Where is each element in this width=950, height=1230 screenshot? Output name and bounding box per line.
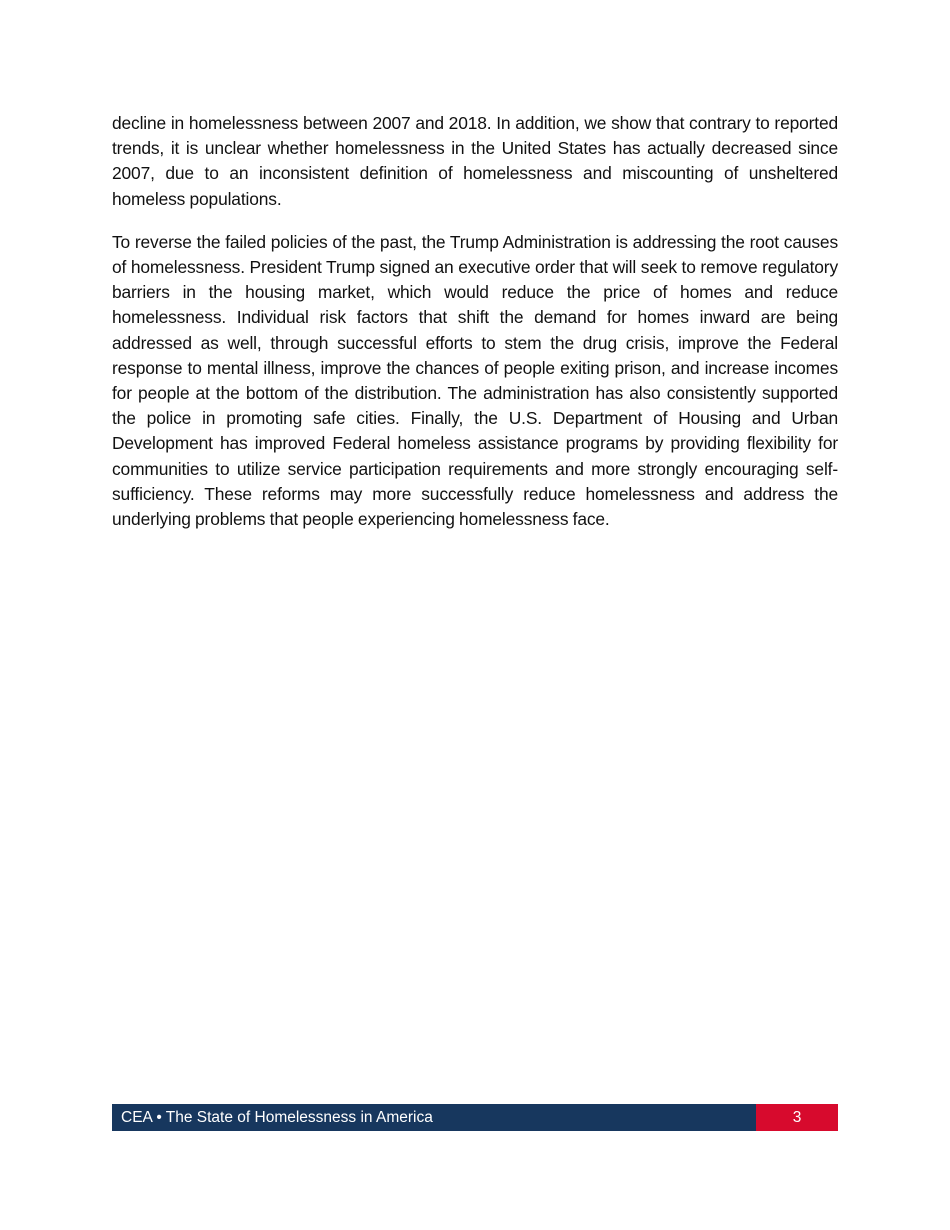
page-number: 3 [756,1104,838,1131]
footer-title: CEA • The State of Homelessness in America [112,1104,756,1131]
document-body [112,111,838,550]
body-paragraph: decline in homelessness between 2007 and 2018. In addition, we show that contrary to reported trends, it is unclear whether homelessness in the United States has actually decreased since 2007, due to an inconsistent definition of homelessness and miscounting of unsheltered homeless populations. [112,113,838,209]
page-footer [112,1104,838,1131]
body-paragraph: To reverse the failed policies of the past, the Trump Administration is addressing the root causes of homelessness. President Trump signed an executive order that will seek to remove regulatory barriers in the housing market, which would reduce the price of homes and reduce homelessness. Individual risk factors that shift the demand for homes inward are being addressed as well, through successful efforts to stem the drug crisis, improve the Federal response to mental illness, improve the chances of people exiting prison, and increase incomes for people at the bottom of the distribution. The administration has also consistently supported the police in promoting safe cities. Finally, the U.S. Department of Housing and Urban Development has improved Federal homeless assistance programs by providing flexibility for communities to utilize service participation requirements and more strongly encouraging self-sufficiency. These reforms may more successfully reduce homelessness and address the underlying problems that people experiencing homelessness face. [112,231,838,530]
